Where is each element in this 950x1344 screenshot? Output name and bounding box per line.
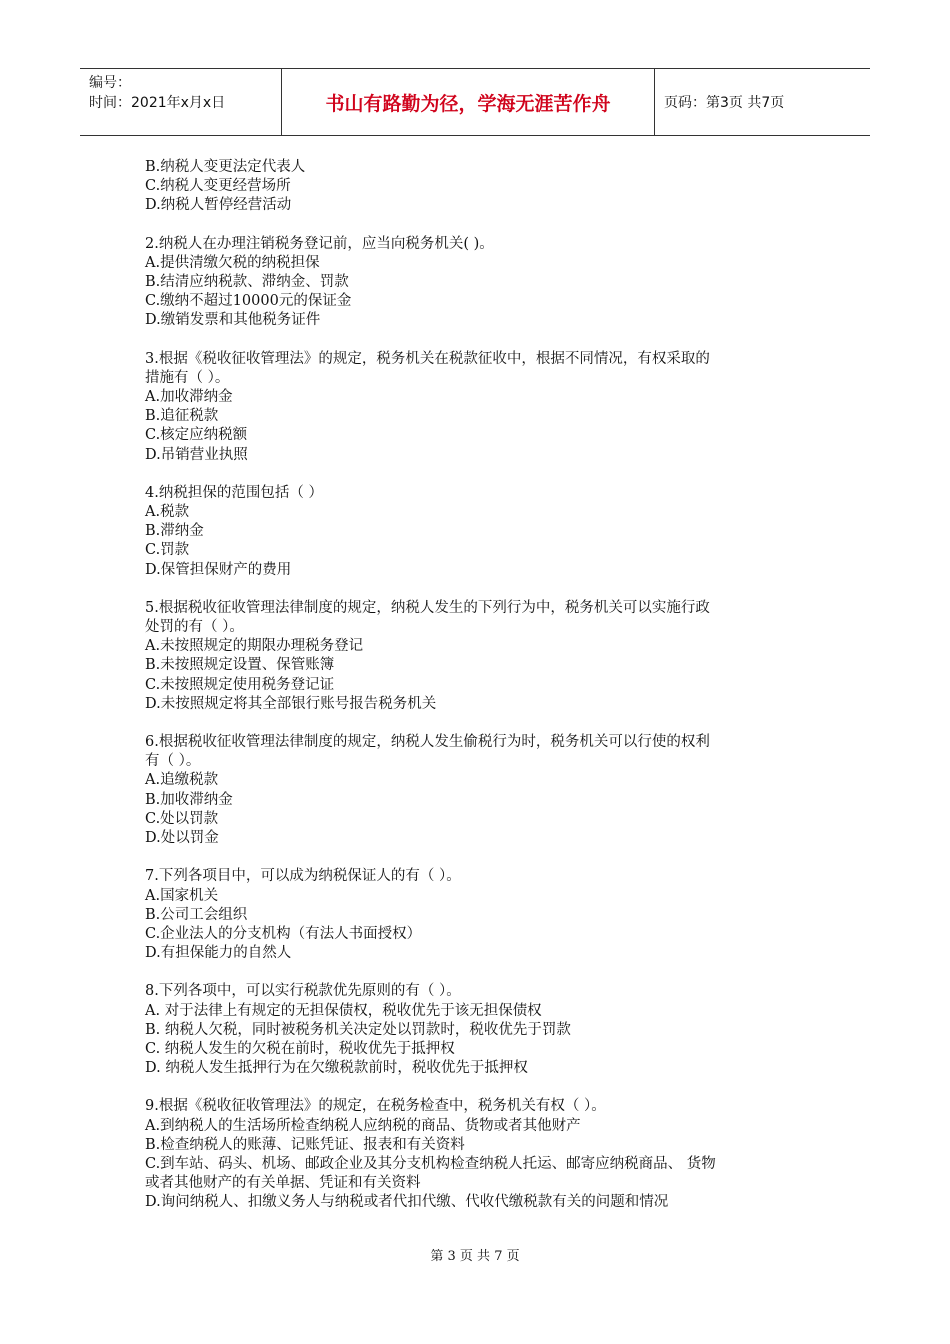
option-line: D.处以罚金: [145, 830, 219, 847]
option-line: A.追缴税款: [145, 772, 219, 789]
question-3: [145, 350, 810, 465]
option-line: D.纳税人暂停经营活动: [145, 197, 292, 214]
question-5: [145, 599, 810, 714]
option-line: B.纳税人变更法定代表人: [145, 159, 306, 175]
question-2: [145, 235, 810, 331]
question-4: [145, 484, 810, 580]
option-line: D.未按照规定将其全部银行账号报告税务机关: [145, 695, 437, 712]
question-stem: 9.根据《税收征收管理法》的规定，在税务检查中，税务机关有权（ ）。: [145, 1098, 606, 1115]
question-stem: 7.下列各项目中，可以成为纳税保证人的有（ ）。: [145, 868, 461, 885]
option-line: B.追征税款: [145, 408, 219, 425]
option-line: C.核定应纳税额: [145, 427, 248, 444]
option-line: C.未按照规定使用税务登记证: [145, 676, 335, 693]
option-line: D.缴销发票和其他税务证件: [145, 312, 321, 329]
question-stem: 3.根据《税收征收管理法》的规定，税务机关在税款征收中，根据不同情况，有权采取的: [145, 350, 710, 367]
document-body: [145, 158, 810, 1213]
option-line: D.吊销营业执照: [145, 446, 248, 463]
option-line: B.未按照规定设置、保管账簿: [145, 657, 335, 674]
option-line: C.企业法人的分支机构（有法人书面授权）: [145, 925, 422, 942]
intro-option-group: [145, 158, 810, 216]
option-line: B.公司工会组织: [145, 906, 248, 923]
option-line: C.到车站、码头、机场、邮政企业及其分支机构检查纳税人托运、邮寄应纳税商品、 货物: [145, 1155, 716, 1172]
number-label: 编号：: [89, 75, 131, 91]
question-stem: 2.纳税人在办理注销税务登记前，应当向税务机关( )。: [145, 235, 494, 252]
question-8: [145, 982, 810, 1078]
option-line: C.处以罚款: [145, 810, 219, 827]
option-line: A.加收滞纳金: [145, 389, 233, 406]
question-7: [145, 867, 810, 963]
option-line: B.检查纳税人的账薄、记账凭证、报表和有关资料: [145, 1136, 465, 1153]
header-page-code: 页码：第3页 共7页: [664, 95, 785, 111]
header-motto: 书山有路勤为径，学海无涯苦作舟: [282, 69, 655, 135]
option-line: A.未按照规定的期限办理税务登记: [145, 638, 364, 655]
question-9: [145, 1097, 810, 1212]
question-stem: 有（ ）。: [145, 753, 201, 770]
option-line: A.提供清缴欠税的纳税担保: [145, 254, 320, 271]
option-line: A.国家机关: [145, 887, 219, 904]
option-line: B.滞纳金: [145, 523, 204, 540]
option-line: C.纳税人变更经营场所: [145, 178, 291, 195]
option-line: D. 纳税人发生抵押行为在欠缴税款前时，税收优先于抵押权: [145, 1060, 528, 1077]
question-stem: 6.根据税收征收管理法律制度的规定，纳税人发生偷税行为时，税务机关可以行使的权利: [145, 734, 710, 751]
option-line: B.加收滞纳金: [145, 791, 233, 808]
option-line: C.罚款: [145, 542, 190, 559]
question-stem: 处罚的有（ ）。: [145, 619, 244, 636]
option-line: B. 纳税人欠税，同时被税务机关决定处以罚款时，税收优先于罚款: [145, 1021, 571, 1038]
page-footer: 第 3 页 共 7 页: [430, 1249, 520, 1264]
option-line: D.有担保能力的自然人: [145, 945, 292, 962]
option-line: 或者其他财产的有关单据、凭证和有关资料: [145, 1175, 421, 1192]
question-stem: 8.下列各项中，可以实行税款优先原则的有（ ）。: [145, 983, 461, 1000]
header-meta: [80, 69, 282, 135]
option-line: C. 纳税人发生的欠税在前时，税收优先于抵押权: [145, 1040, 455, 1057]
option-line: A. 对于法律上有规定的无担保债权，税收优先于该无担保债权: [145, 1002, 542, 1019]
option-line: A.到纳税人的生活场所检查纳税人应纳税的商品、货物或者其他财产: [145, 1117, 581, 1134]
question-stem: 4.纳税担保的范围包括（ ）: [145, 484, 323, 501]
question-stem: 措施有（ ）。: [145, 369, 230, 386]
option-line: C.缴纳不超过10000元的保证金: [145, 293, 352, 310]
time-label: 时间：2021年x月x日: [89, 95, 226, 111]
question-6: [145, 733, 810, 848]
question-stem: 5.根据税收征收管理法律制度的规定，纳税人发生的下列行为中，税务机关可以实施行政: [145, 599, 710, 616]
option-line: D.保管担保财产的费用: [145, 561, 292, 578]
option-line: A.税款: [145, 504, 190, 521]
option-line: D.询问纳税人、扣缴义务人与纳税或者代扣代缴、代收代缴税款有关的问题和情况: [145, 1194, 669, 1211]
page-header: [80, 68, 870, 136]
option-line: B.结清应纳税款、滞纳金、罚款: [145, 274, 349, 291]
